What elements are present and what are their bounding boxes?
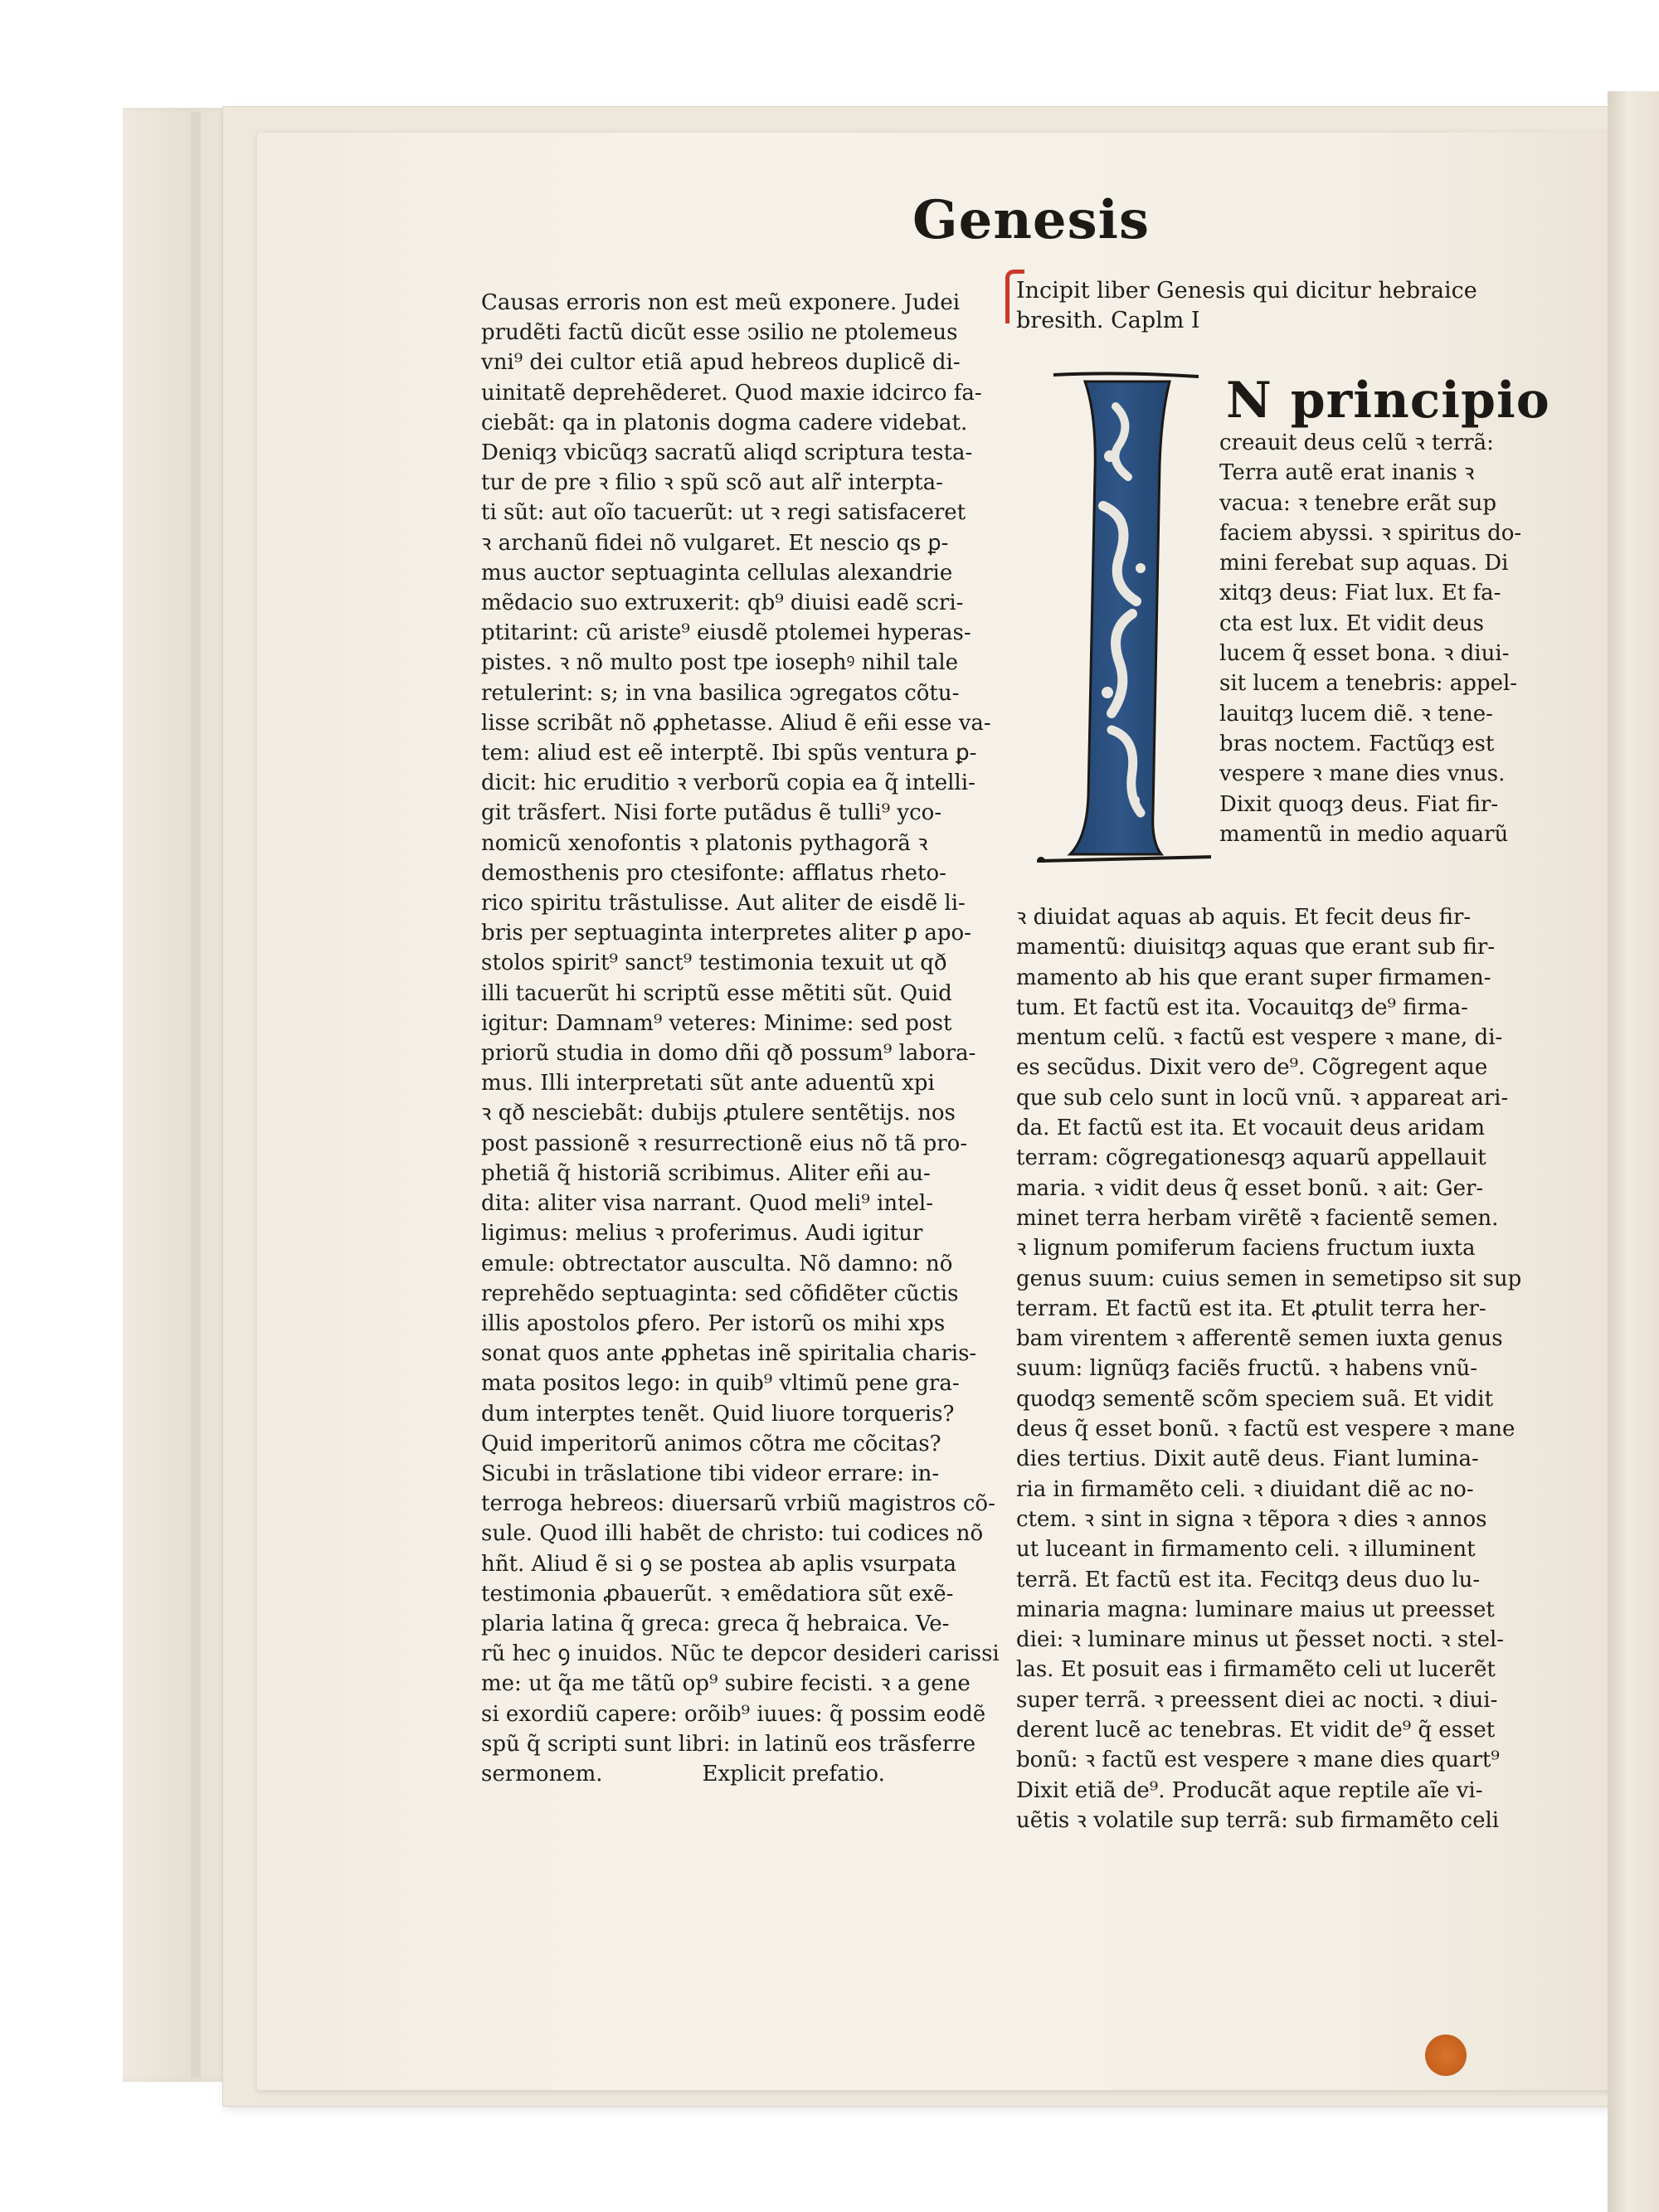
running-head: Genesis — [912, 189, 1150, 251]
text-line: genus suum: cuius semen in semetipso sit sup — [1016, 1266, 1522, 1291]
text-line: dum interptes tenẽt. Quid liuore torqueris? — [481, 1401, 955, 1427]
incipit-heading: N principio — [1226, 372, 1550, 430]
text-line: deus q̃ esset bonũ. ꝛ factũ est vespere ꝛ mane — [1016, 1417, 1515, 1442]
text-line: ptitarint: cũ ariste⁹ eiusdẽ ptolemei hyperas- — [481, 620, 971, 646]
incipit-line-2: bresith. Caplm I — [1016, 308, 1200, 333]
text-line: plaria latina q̃ greca: greca q̃ hebraica. Ve- — [481, 1611, 950, 1636]
text-line: mamento ab his que erant super firmamen- — [1016, 965, 1491, 990]
text-line: dies tertius. Dixit autẽ deus. Fiant lumina- — [1016, 1446, 1479, 1472]
text-line: tum. Et factũ est ita. Vocauitqȝ de⁹ firma- — [1016, 994, 1468, 1020]
text-line: me: ut q̃a me tãtũ op⁹ subire fecisti. ꝛ a gene — [481, 1671, 971, 1697]
paper-stain — [1425, 2035, 1467, 2076]
text-line: bonũ: ꝛ factũ est vespere ꝛ mane dies quart⁹ — [1016, 1748, 1500, 1773]
text-line: es secũdus. Dixit vero de⁹. Cõgregent aque — [1016, 1055, 1488, 1081]
text-line: minaria magna: luminare maius ut preesset — [1016, 1597, 1495, 1622]
text-line: derent lucẽ ac tenebras. Et vidit de⁹ q̃ esset — [1016, 1718, 1496, 1743]
text-line: faciem abyssi. ꝛ spiritus do- — [1219, 520, 1522, 546]
text-line: suum: lignũqȝ faciẽs fructũ. ꝛ habens vnũ- — [1016, 1356, 1478, 1382]
text-line: sermonem. Explicit prefatio. — [481, 1761, 885, 1787]
text-line: hñt. Aliud ẽ si ꝯ se postea ab aplis vsurpata — [481, 1551, 956, 1577]
text-line: emule: obtrectator ausculta. Nõ damno: nõ — [481, 1251, 953, 1276]
text-line: vni⁹ dei cultor etiã apud hebreos duplicẽ di- — [481, 350, 961, 376]
text-line: lisse scribãt nõ ꝓphetasse. Aliud ẽ eñi esse va- — [481, 710, 991, 736]
text-line: demosthenis pro ctesifonte: afflatus rheto- — [481, 860, 946, 886]
text-line: terram: cõgregationesqȝ aquarũ appellauit — [1016, 1145, 1486, 1171]
text-line: vespere ꝛ mane dies vnus. — [1219, 761, 1506, 787]
explicit-label: Explicit prefatio. — [702, 1761, 885, 1787]
text-line: Dixit etiã de⁹. Producãt aque reptile aĩe vi- — [1016, 1777, 1483, 1803]
text-line: ꝛ archanũ fidei nõ vulgaret. Et nescio qs ꝑ- — [481, 530, 949, 556]
text-line: git trãsfert. Nisi forte putãdus ẽ tulli⁹ yco- — [481, 800, 942, 826]
text-line: mẽdacio suo extruxerit: qb⁹ diuisi eadẽ scri- — [481, 591, 964, 616]
text-line: ria in firmamẽto celi. ꝛ diuidant diẽ ac no- — [1016, 1476, 1474, 1502]
text-line: da. Et factũ est ita. Et vocauit deus aridam — [1016, 1116, 1486, 1141]
text-line: ꝛ diuidat aquas ab aquis. Et fecit deus fir- — [1016, 905, 1472, 930]
text-line: nomicũ xenofontis ꝛ platonis pythagorã ꝛ — [481, 830, 928, 856]
right-column-text — [1016, 902, 1539, 1835]
text-line: terroga hebreos: diuersarũ vrbiũ magistros cõ- — [481, 1491, 995, 1517]
text-line: prudẽti factũ dicũt esse ↄsilio ne ptolemeus — [481, 320, 958, 346]
text-line: stolos spirit⁹ sanct⁹ testimonia texuit ut qð — [481, 950, 947, 976]
text-line: bras noctem. Factũqȝ est — [1219, 731, 1495, 756]
text-line: terram. Et factũ est ita. Et ꝓtulit terra her- — [1016, 1296, 1486, 1321]
text-line: Terra autẽ erat inanis ꝛ — [1219, 460, 1475, 486]
decorated-initial-i — [1037, 365, 1211, 863]
text-line: Deniqȝ vbicũqȝ sacratũ aliqd scriptura testa- — [481, 440, 973, 466]
text-line: ꝛ qð nesciebãt: dubijs ꝓtulere sentẽtijs. nos — [481, 1101, 956, 1126]
text-line: pistes. ꝛ nõ multo post tpe iosephꝰ nihil tale — [481, 650, 959, 676]
text-line: post passionẽ ꝛ resurrectionẽ eius nõ tã pro- — [481, 1130, 968, 1156]
text-line: que sub celo sunt in locũ vnũ. ꝛ appareat ari- — [1016, 1085, 1509, 1111]
text-line: ꝛ lignum pomiferum faciens fructum iuxta — [1016, 1236, 1476, 1262]
text-line: dicit: hic eruditio ꝛ verborũ copia ea q̃ intelli- — [481, 771, 975, 796]
text-line: sule. Quod illi habẽt de christo: tui codices nõ — [481, 1521, 984, 1547]
text-line: maria. ꝛ vidit deus q̃ esset bonũ. ꝛ ait: Ger- — [1016, 1175, 1484, 1201]
text-line: Sicubi in trãslatione tibi videor errare: in- — [481, 1461, 940, 1486]
text-line: rũ hec ꝯ inuidos. Nũc te depcor desideri carissi — [481, 1641, 1000, 1667]
text-line: priorũ studia in domo dñi qð possum⁹ labora- — [481, 1041, 976, 1067]
text-line: creauit deus celũ ꝛ terrã: — [1219, 430, 1494, 455]
text-line: mamentũ in medio aquarũ — [1219, 821, 1509, 847]
text-line: cta est lux. Et vidit deus — [1219, 610, 1484, 636]
text-line: mus auctor septuaginta cellulas alexandrie — [481, 560, 953, 586]
text-line: mamentũ: diuisitqȝ aquas que erant sub fir- — [1016, 935, 1496, 960]
text-line: lauitqȝ lucem diẽ. ꝛ tene- — [1219, 701, 1493, 727]
text-line: tem: aliud est eẽ interptẽ. Ibi spũs ventura ꝑ- — [481, 741, 977, 766]
text-line: diei: ꝛ luminare minus ut p̃esset nocti. ꝛ stel- — [1016, 1627, 1505, 1653]
incipit — [1016, 276, 1547, 336]
text-line: quodqȝ sementẽ scõm speciem suã. Et vidit — [1016, 1386, 1494, 1412]
text-line: dita: aliter visa narrant. Quod meli⁹ intel- — [481, 1191, 934, 1217]
text-line: minet terra herbam virẽtẽ ꝛ facientẽ semen. — [1016, 1205, 1499, 1231]
facing-page-edge — [1608, 91, 1659, 2212]
text-line: uẽtis ꝛ volatile sup terrã: sub firmamẽto celi — [1016, 1807, 1500, 1833]
text-line: uinitatẽ deprehẽderet. Quod maxie idcirco fa- — [481, 380, 982, 406]
right-column-side-text — [1219, 428, 1543, 849]
text-line: Quid imperitorũ animos cõtra me cõcitas? — [481, 1431, 941, 1456]
text-line: ctem. ꝛ sint in signa ꝛ tẽpora ꝛ dies ꝛ annos — [1016, 1506, 1487, 1532]
text-line: igitur: Damnam⁹ veteres: Minime: sed post — [481, 1010, 952, 1036]
text-line: phetiã q̃ historiã scribimus. Aliter eñi au- — [481, 1160, 931, 1186]
text-line: bam virentem ꝛ afferentẽ semen iuxta genus — [1016, 1326, 1503, 1352]
binding-edge — [191, 112, 201, 2078]
text-line: ciebãt: qa in platonis dogma cadere videbat. — [481, 410, 968, 435]
text-line: reprehẽdo septuaginta: sed cõfidẽter cũctis — [481, 1281, 959, 1306]
text-line: Causas erroris non est meũ exponere. Judei — [481, 290, 961, 315]
text-line: rico spiritu trãstulisse. Aut aliter de eisdẽ li- — [481, 891, 966, 916]
text-line: vacua: ꝛ tenebre erãt sup — [1219, 490, 1497, 516]
text-line: illis apostolos ꝑfero. Per istorũ os mihi xps — [481, 1310, 946, 1336]
text-line: sit lucem a tenebris: appel- — [1219, 671, 1518, 697]
text-line: retulerint: s; in vna basilica ↄgregatos cõtu- — [481, 680, 960, 706]
text-line: testimonia ꝓbauerũt. ꝛ emẽdatiora sũt exẽ- — [481, 1581, 954, 1607]
text-line: xitqȝ deus: Fiat lux. Et fa- — [1219, 581, 1501, 606]
text-line: mentum celũ. ꝛ factũ est vespere ꝛ mane, di- — [1016, 1025, 1503, 1051]
text-line: si exordiũ capere: orõib⁹ iuues: q̃ possim eodẽ — [481, 1701, 986, 1727]
text-line: terrã. Et factũ est ita. Fecitqȝ deus duo lu- — [1016, 1567, 1481, 1592]
text-line: sonat quos ante ꝓphetas inẽ spiritalia charis- — [481, 1341, 977, 1367]
text-line: las. Et posuit eas i firmamẽto celi ut lucerẽt — [1016, 1657, 1496, 1683]
text-line: mus. Illi interpretati sũt ante aduentũ xpi — [481, 1071, 935, 1096]
text-line: illi tacuerũt hi scriptũ esse mẽtiti sũt. Quid — [481, 980, 952, 1006]
text-line: Dixit quoqȝ deus. Fiat fir- — [1219, 791, 1499, 817]
text-line: ut luceant in firmamento celi. ꝛ illuminent — [1016, 1537, 1476, 1563]
left-column-text — [481, 288, 1029, 1789]
text-line: spũ q̃ scripti sunt libri: in latinũ eos trãsferre — [481, 1731, 976, 1757]
text-line: mini ferebat sup aquas. Di — [1219, 551, 1509, 576]
text-line: super terrã. ꝛ preessent diei ac nocti. ꝛ diui- — [1016, 1687, 1498, 1713]
incipit-line-1: Incipit liber Genesis qui dicitur hebraice — [1016, 278, 1477, 304]
text-line: lucem q̃ esset bona. ꝛ diui- — [1219, 641, 1510, 667]
text-line: tur de pre ꝛ filio ꝛ spũ scõ aut alr̃ interpta- — [481, 470, 943, 496]
text-line: bris per septuaginta interpretes aliter ꝑ apo- — [481, 921, 971, 946]
text-line: ligimus: melius ꝛ proferimus. Audi igitur — [481, 1221, 923, 1247]
text-line: mata positos lego: in quib⁹ vltimũ pene gra- — [481, 1371, 960, 1397]
text-line: ti sũt: aut oĩo tacuerũt: ut ꝛ regi satisfaceret — [481, 500, 966, 526]
